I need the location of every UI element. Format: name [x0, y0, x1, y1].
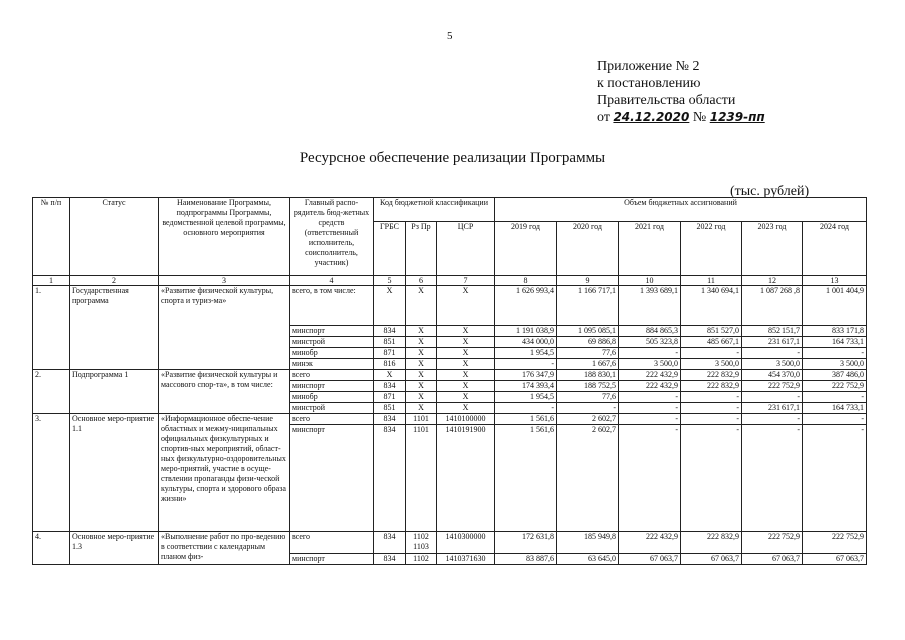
cell-amount: 222 432,9 — [619, 370, 681, 381]
cell-amount: 188 752,5 — [557, 381, 619, 392]
cell-amount: 1 954,5 — [495, 348, 557, 359]
cell-amount: 3 500,0 — [803, 359, 867, 370]
table-row — [33, 370, 867, 381]
row-name: «Развитие физической культуры, спорта и туриз-ма» — [159, 286, 290, 370]
cell-amount: 1 166 717,1 — [557, 286, 619, 326]
cell-amount: - — [803, 425, 867, 532]
cell-code: 1102 1103 — [406, 532, 437, 554]
row-name: «Информационное обеспе-чение областных и межму-ниципальных официальных физкультурных и спортив-ных мероприятий, област-ных физкультурно-оздоровительных меро-приятий, участие в осуще-ствлении пропаганды физи-ческой культуры, спорта и здорового образа жизни» — [159, 414, 290, 532]
cell-code: X — [437, 381, 495, 392]
header-volume: Объем бюджетных ассигнований — [495, 198, 867, 222]
cell-code: X — [437, 326, 495, 337]
cell-amount: 164 733,1 — [803, 403, 867, 414]
header-num: № п/п — [33, 198, 70, 276]
cell-amount: - — [619, 425, 681, 532]
cell-code: 871 — [374, 392, 406, 403]
cell-amount: 176 347,9 — [495, 370, 557, 381]
cell-code: 834 — [374, 425, 406, 532]
cell-executor: всего, в том числе: — [290, 286, 374, 326]
colnum: 5 — [374, 276, 406, 286]
cell-code: 834 — [374, 414, 406, 425]
cell-amount: 3 500,0 — [742, 359, 803, 370]
row-status: Основное меро-приятие 1.3 — [70, 532, 159, 565]
cell-code: 1410371630 — [437, 554, 495, 565]
cell-code: X — [406, 326, 437, 337]
cell-code: 834 — [374, 381, 406, 392]
cell-executor: минспорт — [290, 326, 374, 337]
cell-code: X — [437, 286, 495, 326]
cell-amount: 3 500,0 — [681, 359, 742, 370]
colnum: 12 — [742, 276, 803, 286]
cell-amount: - — [742, 425, 803, 532]
colnum: 11 — [681, 276, 742, 286]
cell-code: X — [406, 337, 437, 348]
row-num: 4. — [33, 532, 70, 565]
cell-amount: - — [495, 403, 557, 414]
cell-amount: 63 645,0 — [557, 554, 619, 565]
cell-code: 1410300000 — [437, 532, 495, 554]
cell-amount: 2 602,7 — [557, 425, 619, 532]
cell-amount: 387 486,0 — [803, 370, 867, 381]
cell-code: X — [374, 370, 406, 381]
cell-amount: 222 752,9 — [803, 532, 867, 554]
table-row — [33, 532, 867, 554]
cell-code: 834 — [374, 554, 406, 565]
row-num: 1. — [33, 286, 70, 370]
page-number: 5 — [447, 30, 453, 42]
appendix-block — [597, 58, 765, 126]
cell-executor: минобр — [290, 392, 374, 403]
handwritten-number: 1239-пп — [709, 110, 765, 124]
cell-amount: - — [619, 403, 681, 414]
cell-amount: - — [681, 425, 742, 532]
cell-amount: 185 949,8 — [557, 532, 619, 554]
cell-amount: - — [681, 348, 742, 359]
header-csr: ЦСР — [437, 222, 495, 276]
cell-amount: 1 191 038,9 — [495, 326, 557, 337]
cell-amount: - — [803, 392, 867, 403]
table-header — [33, 198, 867, 286]
from-label: от — [597, 110, 610, 125]
cell-code: X — [406, 286, 437, 326]
cell-code: 851 — [374, 403, 406, 414]
table-row — [33, 414, 867, 425]
cell-code: X — [406, 370, 437, 381]
row-status: Государственная программа — [70, 286, 159, 370]
cell-executor: минспорт — [290, 381, 374, 392]
cell-amount: 222 832,9 — [681, 532, 742, 554]
cell-amount: 174 393,4 — [495, 381, 557, 392]
header-y2020: 2020 год — [557, 222, 619, 276]
cell-amount: 222 832,9 — [681, 381, 742, 392]
cell-amount: 222 432,9 — [619, 381, 681, 392]
cell-code: X — [437, 403, 495, 414]
row-name: «Выполнение работ по про-ведению в соответствии с календарным планом физ- — [159, 532, 290, 565]
cell-amount: 1 626 993,4 — [495, 286, 557, 326]
colnum: 2 — [70, 276, 159, 286]
appendix-date-line — [597, 109, 765, 126]
cell-amount: 77,6 — [557, 348, 619, 359]
handwritten-date: 24.12.2020 — [613, 110, 690, 124]
cell-amount: - — [619, 392, 681, 403]
appendix-line3: Правительства области — [597, 93, 736, 108]
cell-amount: - — [495, 359, 557, 370]
header-y2019: 2019 год — [495, 222, 557, 276]
header-y2023: 2023 год — [742, 222, 803, 276]
cell-code: 1101 — [406, 425, 437, 532]
cell-amount: 833 171,8 — [803, 326, 867, 337]
header-grbs: ГРБС — [374, 222, 406, 276]
cell-executor: минспорт — [290, 425, 374, 532]
cell-amount: 172 631,8 — [495, 532, 557, 554]
cell-executor: всего — [290, 414, 374, 425]
colnum: 8 — [495, 276, 557, 286]
cell-amount: 83 887,6 — [495, 554, 557, 565]
cell-amount: 1 095 085,1 — [557, 326, 619, 337]
cell-amount: 164 733,1 — [803, 337, 867, 348]
cell-code: X — [437, 359, 495, 370]
cell-amount: 1 087 268 ,8 — [742, 286, 803, 326]
colnum: 4 — [290, 276, 374, 286]
cell-amount: - — [619, 414, 681, 425]
cell-amount: 1 954,5 — [495, 392, 557, 403]
header-y2022: 2022 год — [681, 222, 742, 276]
cell-code: 834 — [374, 532, 406, 554]
cell-amount: 1 340 694,1 — [681, 286, 742, 326]
cell-amount: 1 001 404,9 — [803, 286, 867, 326]
cell-amount: 231 617,1 — [742, 403, 803, 414]
cell-amount: 3 500,0 — [619, 359, 681, 370]
cell-amount: 454 370,0 — [742, 370, 803, 381]
row-num: 3. — [33, 414, 70, 532]
cell-executor: всего — [290, 532, 374, 554]
table-row — [33, 286, 867, 326]
units-label: (тыс. рублей) — [730, 184, 810, 199]
cell-amount: 1 561,6 — [495, 425, 557, 532]
cell-code: 851 — [374, 337, 406, 348]
budget-table — [32, 197, 867, 565]
cell-amount: 222 752,9 — [742, 532, 803, 554]
cell-amount: 67 063,7 — [619, 554, 681, 565]
header-y2024: 2024 год — [803, 222, 867, 276]
colnum: 13 — [803, 276, 867, 286]
cell-amount: - — [742, 348, 803, 359]
cell-code: X — [374, 286, 406, 326]
cell-code: 1102 — [406, 554, 437, 565]
cell-code: X — [406, 359, 437, 370]
colnum: 10 — [619, 276, 681, 286]
appendix-line1: Приложение № 2 — [597, 59, 700, 74]
cell-amount: 1 561,6 — [495, 414, 557, 425]
header-code: Код бюджетной классификации — [374, 198, 495, 222]
document-title: Ресурсное обеспечение реализации Программы — [299, 150, 606, 166]
cell-amount: 77,6 — [557, 392, 619, 403]
header-rzpr: Рз Пр — [406, 222, 437, 276]
cell-amount: 2 602,7 — [557, 414, 619, 425]
cell-amount: 67 063,7 — [681, 554, 742, 565]
cell-amount: - — [742, 414, 803, 425]
cell-code: X — [406, 381, 437, 392]
colnum: 7 — [437, 276, 495, 286]
number-label: № — [692, 110, 707, 125]
cell-amount: - — [803, 414, 867, 425]
cell-amount: - — [619, 348, 681, 359]
colnum: 1 — [33, 276, 70, 286]
cell-code: X — [437, 370, 495, 381]
cell-amount: - — [803, 348, 867, 359]
cell-amount: - — [681, 392, 742, 403]
row-num: 2. — [33, 370, 70, 414]
cell-code: 1410191900 — [437, 425, 495, 532]
colnum: 3 — [159, 276, 290, 286]
colnum: 6 — [406, 276, 437, 286]
cell-executor: минэк — [290, 359, 374, 370]
cell-amount: 222 752,9 — [803, 381, 867, 392]
cell-amount: - — [557, 403, 619, 414]
cell-amount: 222 752,9 — [742, 381, 803, 392]
cell-amount: 852 151,7 — [742, 326, 803, 337]
table-body — [33, 286, 867, 565]
cell-amount: 434 000,0 — [495, 337, 557, 348]
cell-executor: минстрой — [290, 337, 374, 348]
cell-executor: минстрой — [290, 403, 374, 414]
cell-code: X — [437, 348, 495, 359]
cell-code: 871 — [374, 348, 406, 359]
row-status: Подпрограмма 1 — [70, 370, 159, 414]
cell-amount: - — [681, 403, 742, 414]
cell-amount: 485 667,1 — [681, 337, 742, 348]
row-name: «Развитие физической культуры и массового спор-та», в том числе: — [159, 370, 290, 414]
cell-code: 1101 — [406, 414, 437, 425]
cell-amount: 222 832,9 — [681, 370, 742, 381]
cell-amount: - — [742, 392, 803, 403]
cell-code: X — [437, 337, 495, 348]
cell-amount: 1 393 689,1 — [619, 286, 681, 326]
cell-amount: 222 432,9 — [619, 532, 681, 554]
cell-amount: 1 667,6 — [557, 359, 619, 370]
cell-amount: 69 886,8 — [557, 337, 619, 348]
column-number-row — [33, 276, 867, 286]
cell-amount: 67 063,7 — [742, 554, 803, 565]
header-name: Наименование Программы, подпрограммы Программы, ведомственной целевой программы, основного мероприятия — [159, 198, 290, 276]
cell-code: X — [437, 392, 495, 403]
cell-code: X — [406, 392, 437, 403]
cell-amount: 851 527,0 — [681, 326, 742, 337]
cell-amount: 188 830,1 — [557, 370, 619, 381]
cell-executor: минобр — [290, 348, 374, 359]
cell-amount: 67 063,7 — [803, 554, 867, 565]
header-y2021: 2021 год — [619, 222, 681, 276]
cell-code: 834 — [374, 326, 406, 337]
cell-code: 1410100000 — [437, 414, 495, 425]
appendix-line2: к постановлению — [597, 76, 701, 91]
colnum: 9 — [557, 276, 619, 286]
cell-amount: - — [681, 414, 742, 425]
header-status: Статус — [70, 198, 159, 276]
header-grbs-main: Главный распо-рядитель бюд-жетных средств (ответственный исполнитель, соисполнитель, участник) — [290, 198, 374, 276]
cell-amount: 505 323,8 — [619, 337, 681, 348]
cell-code: X — [406, 348, 437, 359]
cell-executor: минспорт — [290, 554, 374, 565]
cell-code: X — [406, 403, 437, 414]
cell-executor: всего — [290, 370, 374, 381]
cell-code: 816 — [374, 359, 406, 370]
cell-amount: 231 617,1 — [742, 337, 803, 348]
row-status: Основное меро-приятие 1.1 — [70, 414, 159, 532]
cell-amount: 884 865,3 — [619, 326, 681, 337]
